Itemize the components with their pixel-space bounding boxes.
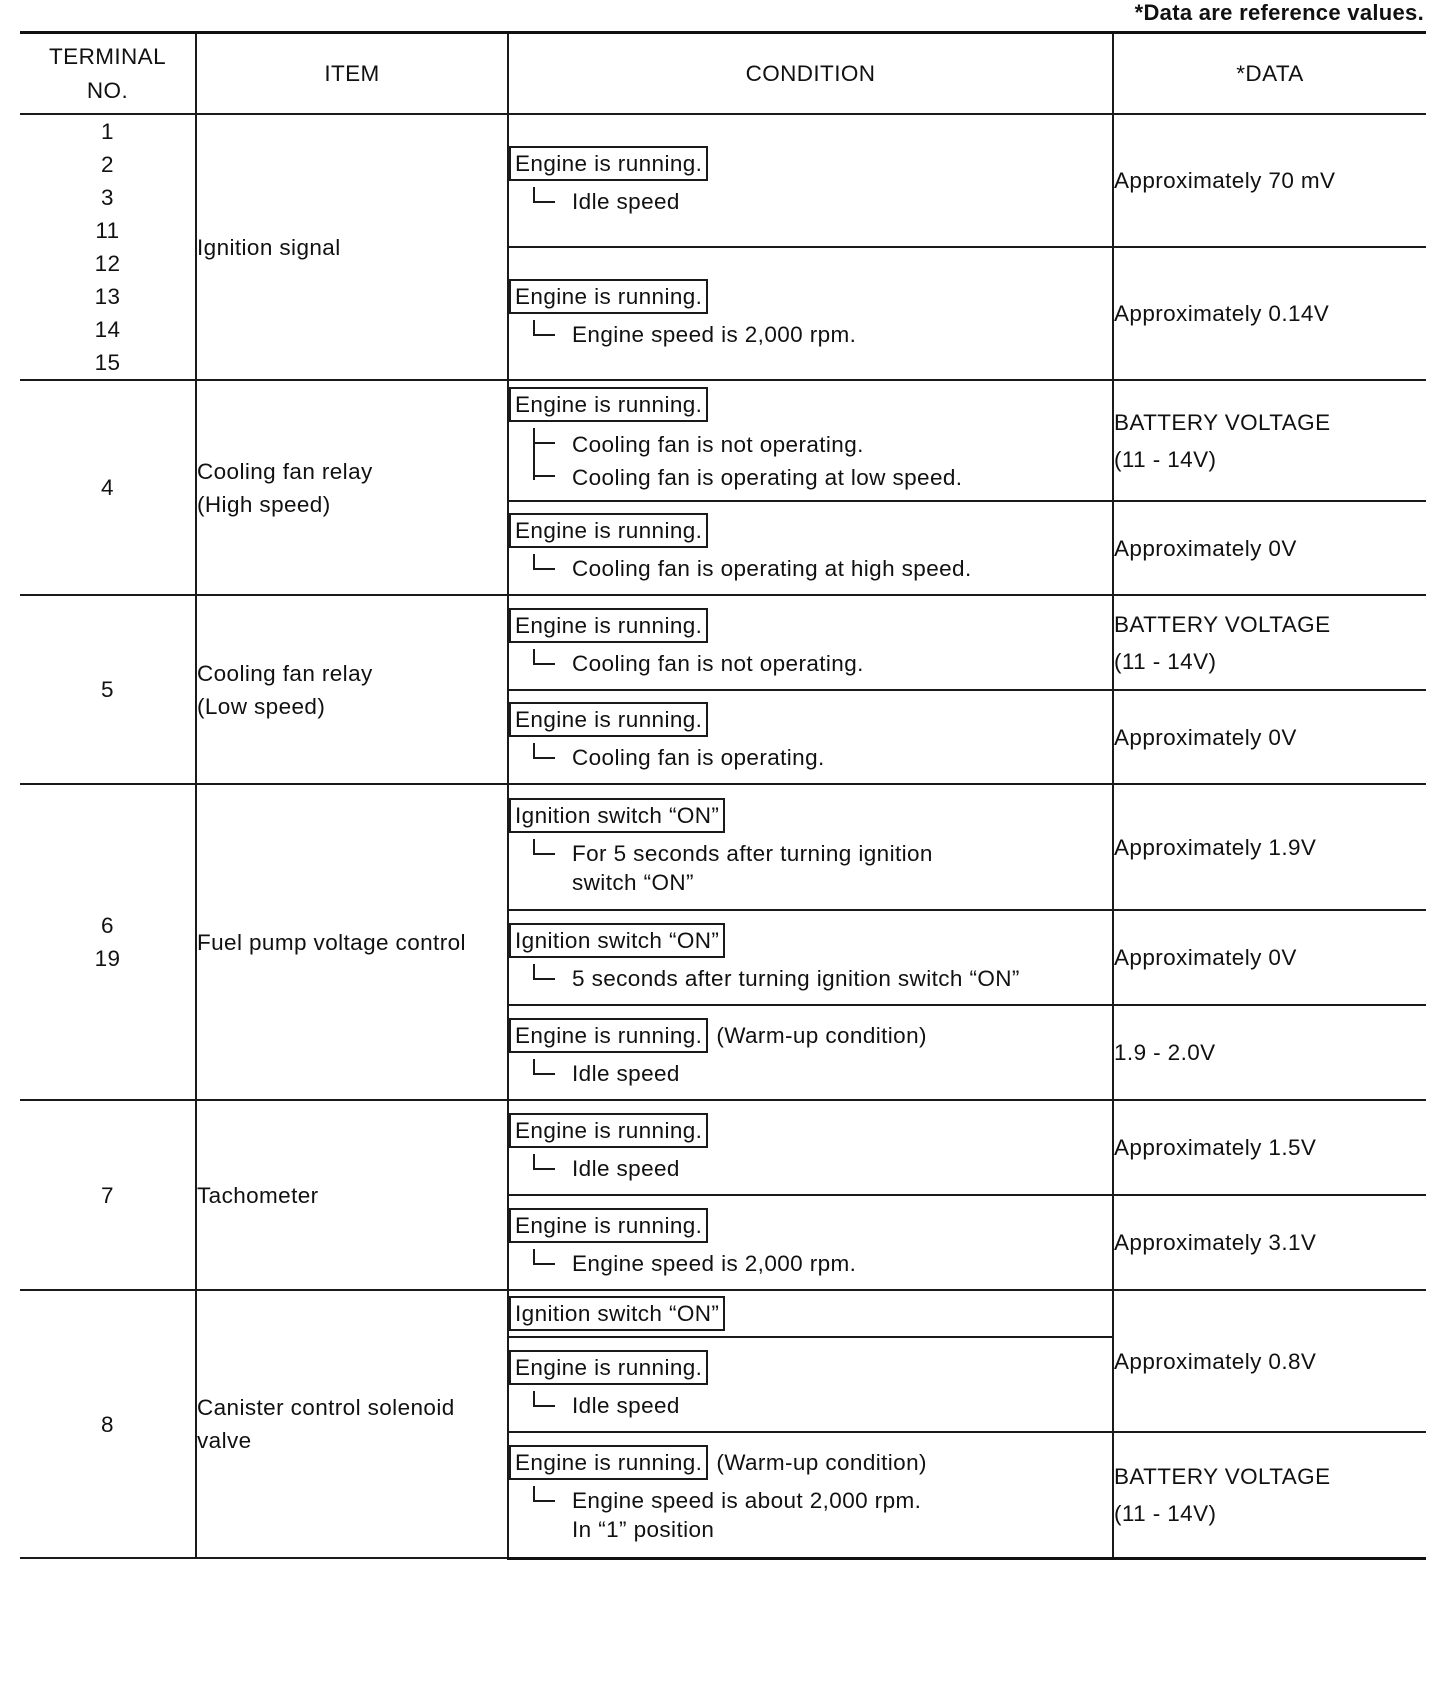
terminal-data-table xyxy=(20,31,1426,1560)
table-row xyxy=(20,1100,1426,1195)
table-row xyxy=(20,1290,1426,1337)
condition-box: Engine is running. xyxy=(509,1113,708,1148)
data-cell xyxy=(1113,690,1426,784)
terminal-number: 1 xyxy=(101,119,114,144)
item-name: Tachometer xyxy=(197,1182,319,1208)
condition-subitem-text: Idle speed xyxy=(572,1392,680,1418)
header-data: *DATA xyxy=(1113,33,1426,115)
condition-subitem-text: Cooling fan is not operating. xyxy=(572,650,864,676)
condition-subitem-text: Cooling fan is operating. xyxy=(572,745,825,770)
item-cell xyxy=(196,380,508,595)
condition-box: Engine is running. xyxy=(509,608,708,643)
condition-box: Engine is running. xyxy=(509,1018,708,1053)
table-row xyxy=(20,380,1426,501)
data-value: Approximately 0.8V xyxy=(1114,1348,1317,1374)
terminal-cell xyxy=(20,114,196,380)
condition-subitem-text: Engine speed is 2,000 rpm. xyxy=(572,1250,857,1276)
data-value: BATTERY VOLTAGE xyxy=(1114,409,1331,435)
item-cell xyxy=(196,595,508,784)
condition-subitem xyxy=(572,649,1112,678)
condition-box: Engine is running. xyxy=(509,387,708,422)
condition-box: Ignition switch “ON” xyxy=(509,1296,725,1331)
condition-subitems xyxy=(509,554,1112,583)
condition-subitem xyxy=(572,461,1112,494)
data-cell xyxy=(1113,784,1426,910)
data-value: Approximately 0V xyxy=(1114,945,1297,970)
condition-subitem-text: Engine speed is about 2,000 rpm. xyxy=(572,1488,922,1514)
data-cell xyxy=(1113,247,1426,380)
data-value: (11 - 14V) xyxy=(1114,446,1217,472)
item-cell xyxy=(196,784,508,1100)
condition-subitem xyxy=(572,964,1112,993)
terminal-number: 12 xyxy=(94,251,121,276)
condition-subitems xyxy=(509,743,1112,772)
condition-cell xyxy=(508,910,1113,1005)
terminal-number: 2 xyxy=(101,152,114,177)
condition-cell xyxy=(508,1100,1113,1195)
terminal-cell xyxy=(20,784,196,1100)
header-item: ITEM xyxy=(196,33,508,115)
terminal-cell xyxy=(20,1100,196,1290)
header-terminal-no: TERMINAL NO. xyxy=(20,33,196,115)
item-name: Cooling fan relay xyxy=(197,458,373,484)
data-value: Approximately 70 mV xyxy=(1114,168,1336,193)
terminal-number: 7 xyxy=(101,1182,114,1208)
data-value: 1.9 - 2.0V xyxy=(1114,1040,1216,1065)
data-value: Approximately 0V xyxy=(1114,535,1297,561)
data-cell xyxy=(1113,1290,1426,1432)
data-value: BATTERY VOLTAGE xyxy=(1114,1463,1331,1489)
condition-cell xyxy=(508,114,1113,247)
data-value: Approximately 1.9V xyxy=(1114,834,1317,860)
condition-cell xyxy=(508,380,1113,501)
condition-subitems xyxy=(509,649,1112,678)
condition-cell xyxy=(508,595,1113,690)
data-cell xyxy=(1113,501,1426,595)
item-name: valve xyxy=(197,1428,252,1453)
condition-subitem xyxy=(572,1154,1112,1183)
terminal-cell xyxy=(20,380,196,595)
condition-subitem-text: Idle speed xyxy=(572,1060,680,1086)
terminal-number: 5 xyxy=(101,677,114,702)
condition-box: Engine is running. xyxy=(509,513,708,548)
condition-subitem xyxy=(572,839,1112,868)
data-cell xyxy=(1113,1100,1426,1195)
data-value: Approximately 0.14V xyxy=(1114,301,1330,326)
terminal-number: 19 xyxy=(94,946,121,971)
data-value: (11 - 14V) xyxy=(1114,1500,1217,1526)
terminal-number: 11 xyxy=(95,218,120,243)
condition-note: (Warm-up condition) xyxy=(716,1022,927,1048)
condition-subitem xyxy=(572,743,1112,772)
data-value: Approximately 0V xyxy=(1114,724,1297,750)
item-cell xyxy=(196,114,508,380)
condition-note: (Warm-up condition) xyxy=(716,1450,927,1476)
terminal-number: 4 xyxy=(101,475,114,500)
item-name: (High speed) xyxy=(197,491,331,517)
condition-subitems xyxy=(509,1249,1112,1278)
data-cell xyxy=(1113,1195,1426,1290)
item-cell xyxy=(196,1290,508,1558)
condition-subitems xyxy=(509,428,1112,494)
condition-subitem xyxy=(572,1059,1112,1088)
condition-cell xyxy=(508,247,1113,380)
condition-subitem-text: 5 seconds after turning ignition switch “ON” xyxy=(572,965,1020,991)
table-header-row xyxy=(20,33,1426,115)
terminal-cell xyxy=(20,1290,196,1558)
item-name: Cooling fan relay xyxy=(197,660,373,686)
item-name: Fuel pump voltage control xyxy=(197,929,466,955)
terminal-number: 15 xyxy=(94,350,121,375)
condition-cell xyxy=(508,1290,1113,1337)
data-value: BATTERY VOLTAGE xyxy=(1114,611,1331,637)
condition-subitem xyxy=(572,428,1112,461)
data-cell xyxy=(1113,114,1426,247)
data-cell xyxy=(1113,380,1426,501)
table-row xyxy=(20,595,1426,690)
item-name: (Low speed) xyxy=(197,693,326,719)
data-cell xyxy=(1113,1005,1426,1100)
condition-cell xyxy=(508,690,1113,784)
condition-subitem-text: For 5 seconds after turning ignition xyxy=(572,840,933,866)
data-cell xyxy=(1113,595,1426,690)
condition-subitem-text: Engine speed is 2,000 rpm. xyxy=(572,321,857,347)
condition-subitems xyxy=(509,320,1112,349)
condition-box: Engine is running. xyxy=(509,146,708,181)
condition-subitem-text: switch “ON” xyxy=(572,869,694,895)
condition-subitem xyxy=(572,868,1112,897)
header-condition: CONDITION xyxy=(508,33,1113,115)
terminal-number: 14 xyxy=(94,317,121,342)
terminal-number: 6 xyxy=(101,913,114,938)
condition-cell xyxy=(508,501,1113,595)
condition-subitem xyxy=(572,1249,1112,1278)
condition-cell xyxy=(508,1432,1113,1558)
reference-values-note: *Data are reference values. xyxy=(1134,0,1424,25)
terminal-number: 13 xyxy=(94,284,121,309)
condition-box: Engine is running. xyxy=(509,702,708,737)
condition-box: Engine is running. xyxy=(509,279,708,314)
data-value: Approximately 1.5V xyxy=(1114,1135,1317,1160)
table-row xyxy=(20,114,1426,247)
condition-subitem xyxy=(572,187,1112,216)
condition-subitems xyxy=(509,187,1112,216)
data-value: Approximately 3.1V xyxy=(1114,1230,1317,1255)
condition-box: Engine is running. xyxy=(509,1445,708,1480)
terminal-cell xyxy=(20,595,196,784)
condition-subitem xyxy=(572,554,1112,583)
condition-subitems xyxy=(509,1486,1112,1544)
condition-subitems xyxy=(509,1154,1112,1183)
condition-box: Engine is running. xyxy=(509,1350,708,1385)
condition-cell xyxy=(508,1337,1113,1432)
condition-subitem-text: Idle speed xyxy=(572,1155,680,1181)
condition-box: Ignition switch “ON” xyxy=(509,798,725,833)
terminal-number: 8 xyxy=(101,1411,114,1437)
condition-subitem-text: In “1” position xyxy=(572,1517,715,1543)
data-cell xyxy=(1113,1432,1426,1558)
condition-subitem-text: Idle speed xyxy=(572,188,680,214)
condition-subitem-text: Cooling fan is operating at high speed. xyxy=(572,556,972,581)
condition-subitem-text: Cooling fan is not operating. xyxy=(572,432,864,457)
condition-subitems xyxy=(509,1391,1112,1420)
condition-subitem xyxy=(572,1515,1112,1544)
condition-box: Engine is running. xyxy=(509,1208,708,1243)
item-cell xyxy=(196,1100,508,1290)
item-name: Ignition signal xyxy=(197,234,341,260)
condition-subitem xyxy=(572,320,1112,349)
item-name: Canister control solenoid xyxy=(197,1395,455,1420)
condition-subitems xyxy=(509,1059,1112,1088)
condition-subitems xyxy=(509,964,1112,993)
condition-box: Ignition switch “ON” xyxy=(509,923,725,958)
data-value: (11 - 14V) xyxy=(1114,648,1217,674)
condition-subitem xyxy=(572,1391,1112,1420)
terminal-number: 3 xyxy=(101,185,114,210)
condition-subitem-text: Cooling fan is operating at low speed. xyxy=(572,465,963,490)
data-cell xyxy=(1113,910,1426,1005)
condition-subitem xyxy=(572,1486,1112,1515)
tree-connector xyxy=(533,428,557,480)
condition-cell xyxy=(508,784,1113,910)
condition-subitems xyxy=(509,839,1112,897)
condition-cell xyxy=(508,1195,1113,1290)
table-row xyxy=(20,784,1426,910)
condition-cell xyxy=(508,1005,1113,1100)
